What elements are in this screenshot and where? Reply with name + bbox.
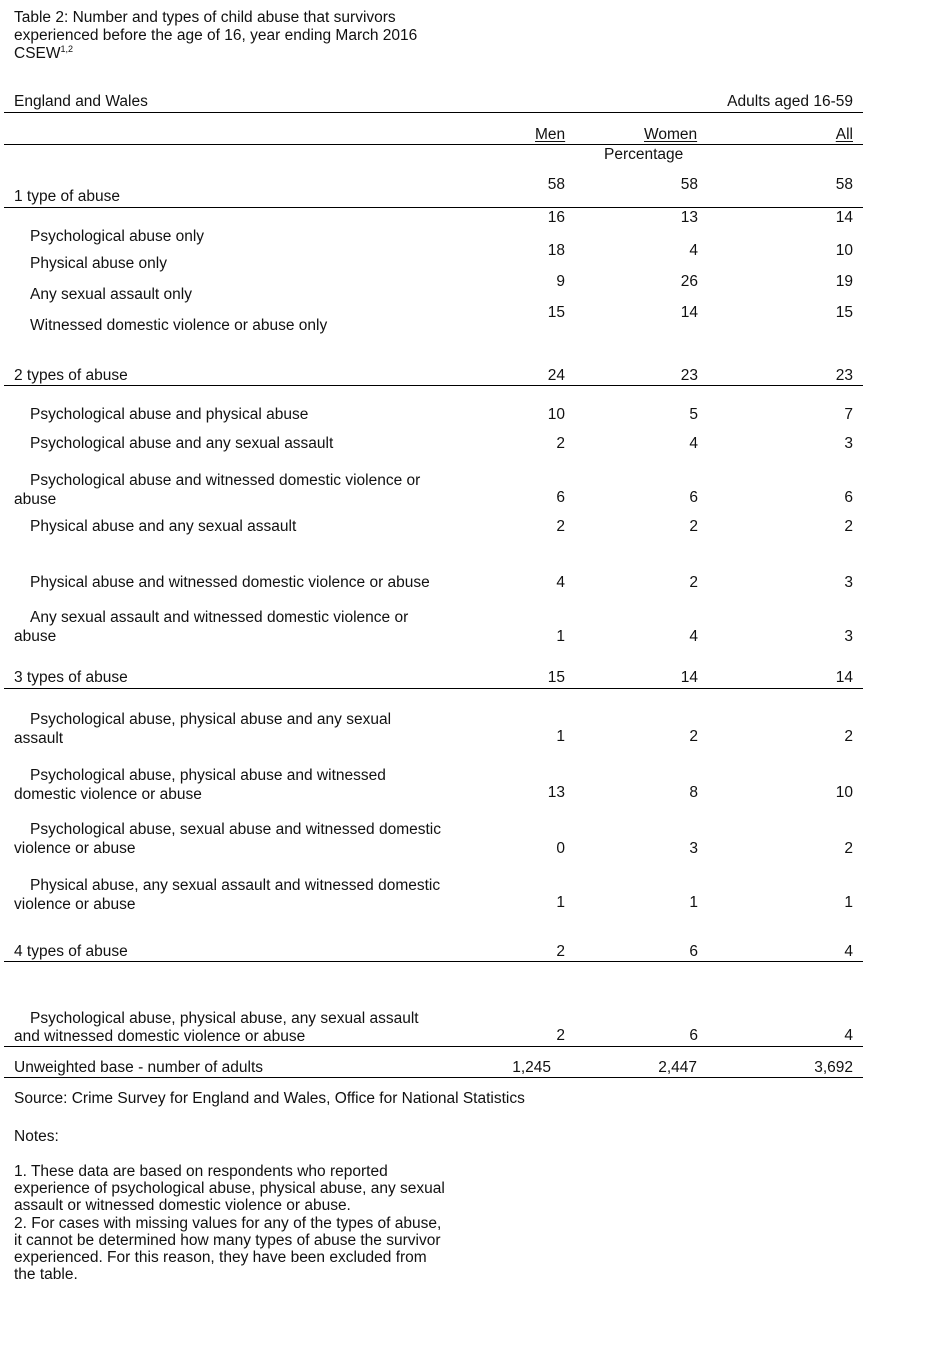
cell-women: 23 [680,367,698,384]
cell-men: 4 [556,574,565,591]
population-label: Adults aged 16-59 [727,93,853,110]
row-label: Psychological abuse only [30,228,205,245]
row-label: Witnessed domestic violence or abuse only [30,317,328,334]
cell-women: 3 [689,840,698,857]
row-label-continued: violence or abuse [14,840,136,857]
section-label: 3 types of abuse [14,669,128,686]
cell-women: 2 [689,728,698,745]
section-label: 4 types of abuse [14,943,128,960]
section-label: 1 type of abuse [14,188,120,205]
cell-men: 58 [547,176,565,193]
base-men: 1,245 [512,1059,551,1076]
cell-all: 7 [844,406,853,423]
cell-women: 4 [689,435,698,452]
cell-men: 24 [547,367,565,384]
cell-women: 6 [689,943,698,960]
notes-heading: Notes: [14,1128,59,1145]
cell-all: 4 [844,1027,853,1044]
row-label-continued: and witnessed domestic violence or abuse [14,1028,306,1045]
cell-men: 13 [547,784,565,801]
base-women: 2,447 [658,1059,697,1076]
rule [4,385,863,386]
cell-men: 1 [556,894,565,911]
rule [4,688,863,689]
row-label: Physical abuse, any sexual assault and witnessed domestic [30,877,441,894]
row-label: Any sexual assault and witnessed domestic violence or [30,609,409,626]
row-label: Physical abuse only [30,255,167,272]
cell-all: 10 [835,242,853,259]
col-header-all: All [835,126,853,143]
cell-men: 2 [556,435,565,452]
cell-men: 0 [556,840,565,857]
source-note: Source: Crime Survey for England and Wales, Office for National Statistics [14,1090,525,1107]
rule [4,112,863,113]
cell-men: 2 [556,518,565,535]
row-label: Physical abuse and witnessed domestic violence or abuse [30,574,430,591]
row-label-continued: abuse [14,491,57,508]
cell-all: 15 [835,304,853,321]
cell-women: 8 [689,784,698,801]
section-label: 2 types of abuse [14,367,128,384]
region-label: England and Wales [14,93,148,110]
row-label: Psychological abuse and witnessed domestic violence or [30,472,421,489]
cell-all: 58 [835,176,853,193]
cell-women: 1 [689,894,698,911]
cell-men: 15 [547,669,565,686]
footnote-marker: 1,2 [60,44,74,54]
row-label: Psychological abuse, physical abuse, any sexual assault [30,1010,419,1027]
cell-all: 10 [835,784,853,801]
cell-men: 15 [547,304,565,321]
row-label: Psychological abuse, sexual abuse and witnessed domestic [30,821,441,838]
row-label: Psychological abuse, physical abuse and witnessed [30,767,386,784]
row-label: Psychological abuse, physical abuse and any sexual [30,711,392,728]
cell-men: 6 [556,489,565,506]
rule [4,1077,863,1078]
row-label-continued: domestic violence or abuse [14,786,202,803]
cell-all: 23 [835,367,853,384]
row-label-continued: assault [14,730,64,747]
title-line-3: CSEW$^{1,2}$ [14,44,74,62]
cell-men: 1 [556,628,565,645]
cell-women: 4 [689,242,698,259]
cell-men: 1 [556,728,565,745]
base-label: Unweighted base - number of adults [14,1059,264,1076]
row-label-continued: abuse [14,628,57,645]
cell-women: 14 [680,304,698,321]
cell-women: 58 [680,176,698,193]
cell-women: 4 [689,628,698,645]
note-1: 1. These data are based on respondents who reported experience of psychological abuse, physical abuse, any sexual assault or witnessed domestic violence or abuse. [14,1163,445,1214]
cell-all: 3 [844,435,853,452]
cell-all: 14 [835,669,853,686]
rule [4,144,863,145]
title-line-2: experienced before the age of 16, year ending March 2016 [14,27,418,44]
cell-all: 3 [844,574,853,591]
cell-all: 2 [844,840,853,857]
cell-women: 6 [689,1027,698,1044]
cell-women: 14 [680,669,698,686]
base-all: 3,692 [814,1059,853,1076]
cell-all: 2 [844,518,853,535]
cell-all: 19 [835,273,853,290]
cell-men: 18 [547,242,565,259]
cell-women: 2 [689,574,698,591]
cell-all: 14 [835,209,853,226]
row-label-continued: violence or abuse [14,896,136,913]
cell-women: 13 [680,209,698,226]
cell-all: 1 [844,894,853,911]
cell-women: 2 [689,518,698,535]
rule [4,1046,863,1047]
cell-men: 9 [556,273,565,290]
rule [4,207,863,208]
cell-men: 2 [556,943,565,960]
col-header-men: Men [535,126,566,143]
cell-men: 2 [556,1027,565,1044]
cell-women: 26 [680,273,698,290]
cell-all: 3 [844,628,853,645]
row-label: Physical abuse and any sexual assault [30,518,297,535]
rule [4,961,863,962]
row-label: Any sexual assault only [30,286,192,303]
cell-women: 6 [689,489,698,506]
cell-all: 4 [844,943,853,960]
cell-all: 2 [844,728,853,745]
cell-men: 16 [547,209,565,226]
note-2: 2. For cases with missing values for any of the types of abuse, it cannot be determined how many types of abuse the survivor experienced. For this reason, they have been excluded from the table. [14,1215,442,1283]
cell-women: 5 [689,406,698,423]
cell-all: 6 [844,489,853,506]
row-label: Psychological abuse and any sexual assault [30,435,334,452]
cell-men: 10 [547,406,565,423]
row-label: Psychological abuse and physical abuse [30,406,309,423]
unit-label: Percentage [604,146,684,163]
title-line-1: Table 2: Number and types of child abuse that survivors [14,9,396,26]
col-header-women: Women [644,126,698,143]
table-title [14,9,417,63]
